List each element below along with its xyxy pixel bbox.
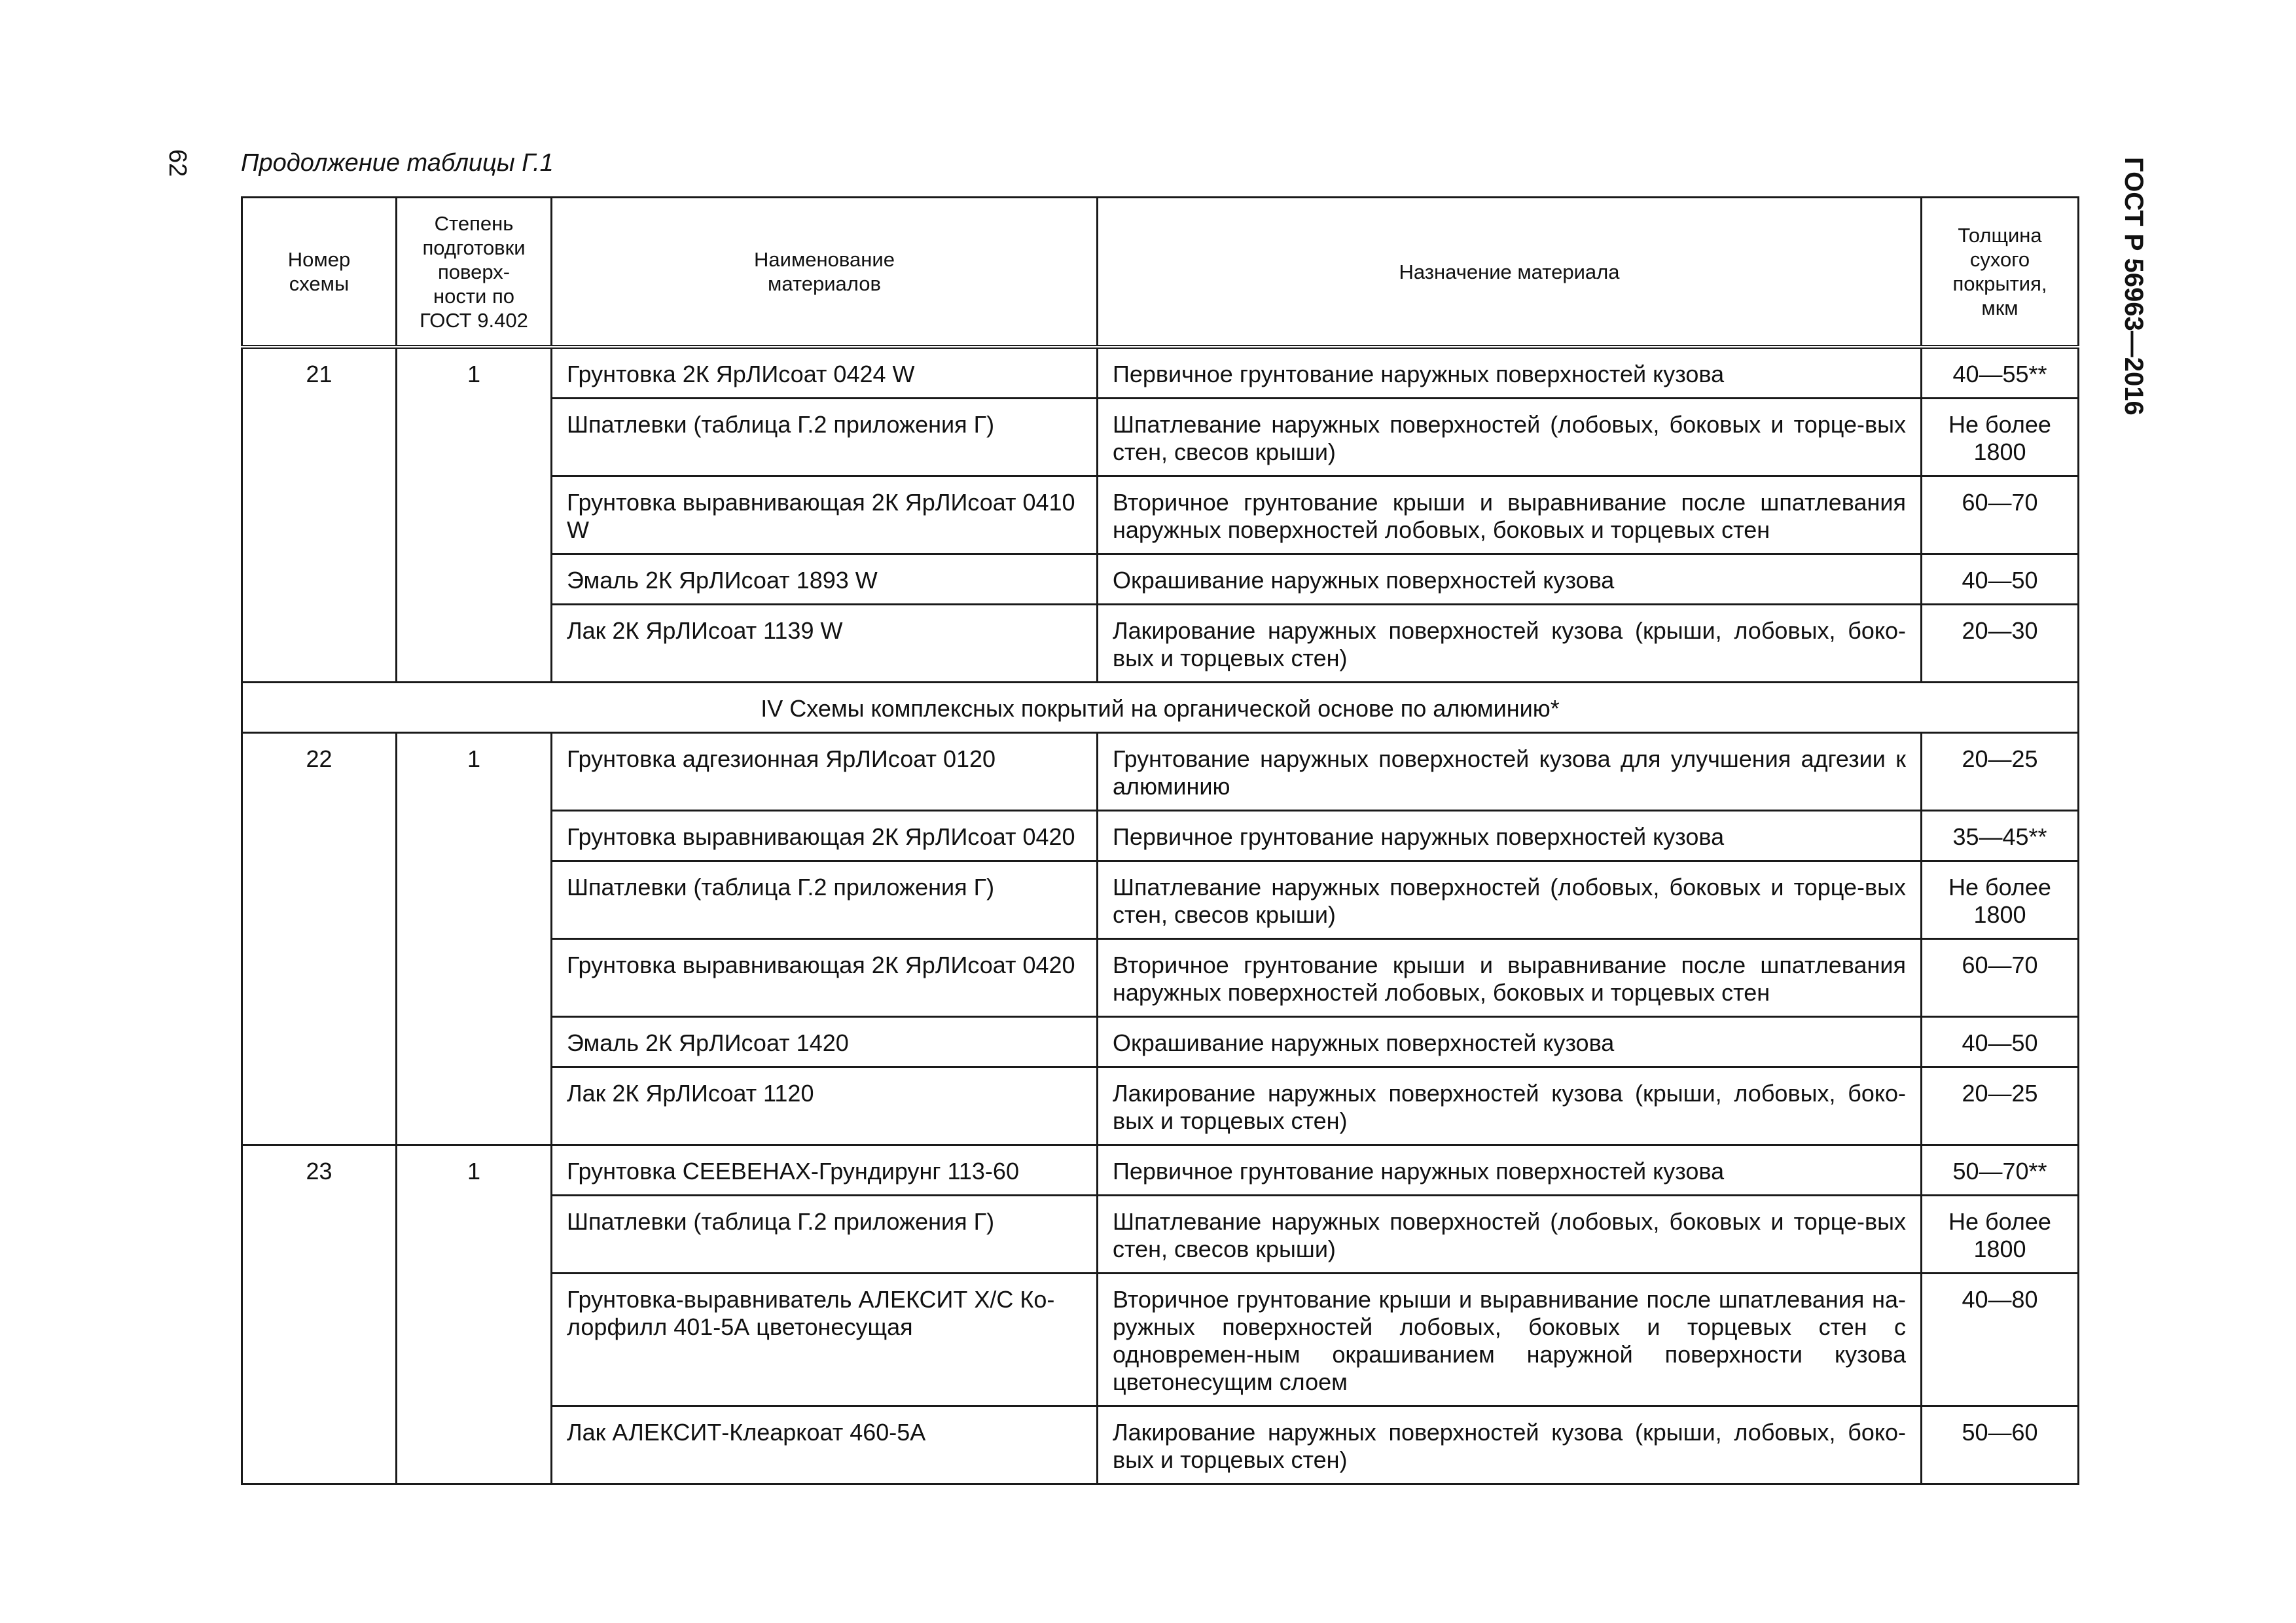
scheme-number: 23 bbox=[242, 1145, 397, 1484]
material-name: Лак АЛЕКСИТ-Клеаркоат 460-5А bbox=[552, 1406, 1098, 1484]
standard-label: ГОСТ Р 56963—2016 bbox=[2119, 157, 2148, 416]
material-name: Грунтовка адгезионная ЯрЛИсоат 0120 bbox=[552, 733, 1098, 811]
material-name: Грунтовка выравнивающая 2К ЯрЛИсоат 0410 W bbox=[552, 476, 1098, 554]
scheme-prep-degree: 1 bbox=[397, 347, 552, 683]
coating-thickness: 40—50 bbox=[1922, 554, 2079, 605]
scheme-prep-degree: 1 bbox=[397, 1145, 552, 1484]
table-row bbox=[242, 347, 2079, 399]
table-header-row bbox=[242, 198, 2079, 348]
material-name: Лак 2К ЯрЛИсоат 1139 W bbox=[552, 605, 1098, 683]
coating-thickness: 40—80 bbox=[1922, 1274, 2079, 1406]
coating-thickness: 20—25 bbox=[1922, 733, 2079, 811]
material-purpose: Лакирование наружных поверхностей кузова (крыши, лобовых, боко-вых и торцевых стен) bbox=[1098, 605, 1922, 683]
coating-thickness: 50—60 bbox=[1922, 1406, 2079, 1484]
header-surface-prep: Степень подготовки поверх- ности по ГОСТ 9.402 bbox=[397, 198, 552, 348]
material-name: Шпатлевки (таблица Г.2 приложения Г) bbox=[552, 399, 1098, 476]
material-name: Грунтовка выравнивающая 2К ЯрЛИсоат 0420 bbox=[552, 811, 1098, 861]
header-material-purpose: Назначение материала bbox=[1098, 198, 1922, 348]
material-name: Грунтовка 2К ЯрЛИсоат 0424 W bbox=[552, 347, 1098, 399]
coating-schemes-table bbox=[241, 196, 2079, 1485]
coating-thickness: Не более 1800 bbox=[1922, 1196, 2079, 1274]
material-purpose: Окрашивание наружных поверхностей кузова bbox=[1098, 1017, 1922, 1067]
table-caption: Продолжение таблицы Г.1 bbox=[241, 149, 554, 177]
section-iv-title: IV Схемы комплексных покрытий на органической основе по алюминию* bbox=[242, 683, 2079, 733]
page-number: 62 bbox=[164, 149, 191, 177]
scheme-prep-degree: 1 bbox=[397, 733, 552, 1145]
material-name: Грунтовка CEEBEHAX-Грундирунг 113-60 bbox=[552, 1145, 1098, 1196]
material-purpose: Лакирование наружных поверхностей кузова (крыши, лобовых, боко-вых и торцевых стен) bbox=[1098, 1067, 1922, 1145]
material-name: Грунтовка-выравниватель АЛЕКСИТ X/C Ко-лорфилл 401-5А цветонесущая bbox=[552, 1274, 1098, 1406]
coating-thickness: 40—55** bbox=[1922, 347, 2079, 399]
header-scheme-number: Номер схемы bbox=[242, 198, 397, 348]
material-name: Эмаль 2К ЯрЛИсоат 1893 W bbox=[552, 554, 1098, 605]
material-name: Грунтовка выравнивающая 2К ЯрЛИсоат 0420 bbox=[552, 939, 1098, 1017]
material-purpose: Вторичное грунтование крыши и выравнивание после шпатлевания на-ружных поверхностей лобовых, боковых и торцевых стен с одновремен-ным окрашиванием наружной поверхности кузова цветонесущим слоем bbox=[1098, 1274, 1922, 1406]
scheme-number: 21 bbox=[242, 347, 397, 683]
material-purpose: Первичное грунтование наружных поверхностей кузова bbox=[1098, 811, 1922, 861]
coating-thickness: 20—30 bbox=[1922, 605, 2079, 683]
section-header-row bbox=[242, 683, 2079, 733]
material-name: Эмаль 2К ЯрЛИсоат 1420 bbox=[552, 1017, 1098, 1067]
header-coating-thickness: Толщина сухого покрытия, мкм bbox=[1922, 198, 2079, 348]
coating-thickness: 35—45** bbox=[1922, 811, 2079, 861]
material-purpose: Шпатлевание наружных поверхностей (лобовых, боковых и торце-вых стен, свесов крыши) bbox=[1098, 399, 1922, 476]
coating-thickness: 60—70 bbox=[1922, 939, 2079, 1017]
material-name: Шпатлевки (таблица Г.2 приложения Г) bbox=[552, 1196, 1098, 1274]
scheme-number: 22 bbox=[242, 733, 397, 1145]
material-purpose: Шпатлевание наружных поверхностей (лобовых, боковых и торце-вых стен, свесов крыши) bbox=[1098, 1196, 1922, 1274]
coating-thickness: 20—25 bbox=[1922, 1067, 2079, 1145]
material-name: Лак 2К ЯрЛИсоат 1120 bbox=[552, 1067, 1098, 1145]
material-purpose: Вторичное грунтование крыши и выравнивание после шпатлевания наружных поверхностей лобовых, боковых и торцевых стен bbox=[1098, 476, 1922, 554]
coating-thickness: 60—70 bbox=[1922, 476, 2079, 554]
material-purpose: Первичное грунтование наружных поверхностей кузова bbox=[1098, 1145, 1922, 1196]
table-row bbox=[242, 733, 2079, 811]
material-purpose: Лакирование наружных поверхностей кузова (крыши, лобовых, боко-вых и торцевых стен) bbox=[1098, 1406, 1922, 1484]
coating-thickness: 40—50 bbox=[1922, 1017, 2079, 1067]
table-row bbox=[242, 1145, 2079, 1196]
coating-thickness: Не более 1800 bbox=[1922, 399, 2079, 476]
material-name: Шпатлевки (таблица Г.2 приложения Г) bbox=[552, 861, 1098, 939]
material-purpose: Вторичное грунтование крыши и выравнивание после шпатлевания наружных поверхностей лобовых, боковых и торцевых стен bbox=[1098, 939, 1922, 1017]
coating-thickness: 50—70** bbox=[1922, 1145, 2079, 1196]
material-purpose: Шпатлевание наружных поверхностей (лобовых, боковых и торце-вых стен, свесов крыши) bbox=[1098, 861, 1922, 939]
material-purpose: Первичное грунтование наружных поверхностей кузова bbox=[1098, 347, 1922, 399]
coating-thickness: Не более 1800 bbox=[1922, 861, 2079, 939]
material-purpose: Окрашивание наружных поверхностей кузова bbox=[1098, 554, 1922, 605]
material-purpose: Грунтование наружных поверхностей кузова для улучшения адгезии к алюминию bbox=[1098, 733, 1922, 811]
header-material-name: Наименование материалов bbox=[552, 198, 1098, 348]
